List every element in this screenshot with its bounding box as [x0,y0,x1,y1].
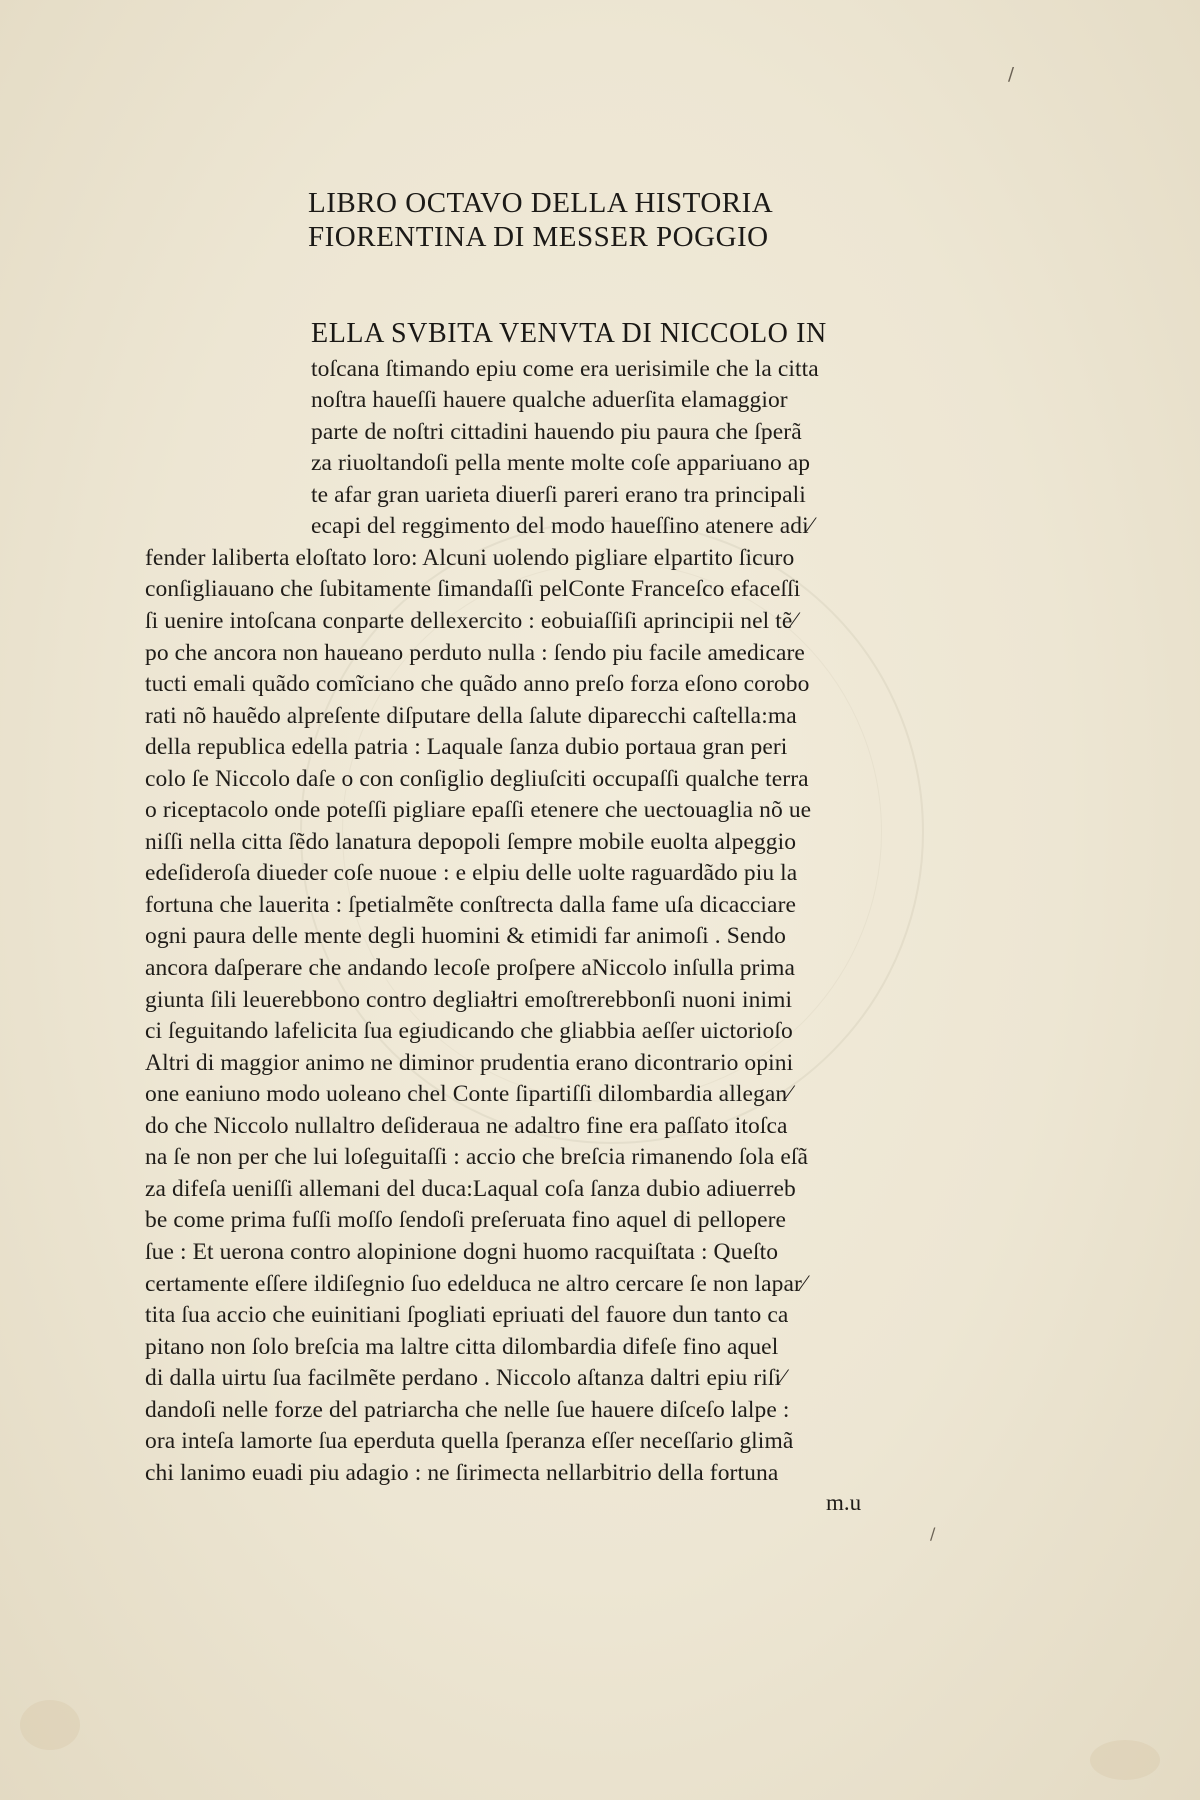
text-line: pitano non ſolo breſcia ma laltre citta dilombardia difeſe fino aquel [145,1333,779,1360]
text-line: ci ſeguitando lafelicita ſua egiudicando che gliabbia aeſſer uictorioſo [145,1018,793,1045]
text-line: Altri di maggior animo ne diminor prudentia erano dicontrario opini [145,1049,794,1076]
text-line: conſigliauano che ſubitamente ſimandaſſi pelConte Franceſco efaceſſi [145,576,801,603]
signature-mark: m.u [826,1490,862,1515]
text-line: na ſe non per che lui loſeguitaſſi : accio che breſcia rimanendo ſola eſã [145,1144,809,1171]
pencil-mark-icon: / [930,1524,936,1543]
text-line: o riceptacolo onde poteſſi pigliare epaſſi etenere che uectouaglia nõ ue [145,797,812,824]
text-line: one eaniuno modo uoleano chel Conte ſipartiſſi dilombardia allegan⁄ [145,1081,792,1108]
text-line: noſtra haueſſi hauere qualche aduerſita elamaggior [311,387,788,414]
text-line: do che Niccolo nullaltro deſideraua ne adaltro fine era paſſato itoſca [145,1112,788,1139]
text-line: giunta ſili leuerebbono contro degliałtri emoſtrerebbonſi nuoni inimi [145,986,793,1013]
text-line: ecapi del reggimento del modo haueſſino atenere adi⁄ [311,513,813,540]
text-line: te afar gran uarieta diuerſi pareri erano tra principali [311,481,806,508]
text-line: colo ſe Niccolo daſe o con conſiglio degliuſciti occupaſſi qualche terra [145,765,809,792]
text-line: edeſideroſa diueder coſe nuoue : e elpiu delle uolte raguardãdo piu la [145,860,798,887]
pencil-mark-icon: / [1008,64,1015,85]
text-line: be come prima fuſſi moſſo ſendoſi preſeruata fino aquel di pellopere [145,1207,787,1234]
text-line: di dalla uirtu ſua facilmẽte perdano . Niccolo aſtanza daltri epiu riſi⁄ [145,1365,786,1392]
text-line: toſcana ſtimando epiu come era uerisimile che la citta [311,355,819,382]
text-line: ogni paura delle mente degli huomini & etimidi far animoſi . Sendo [145,923,786,950]
paper-stain [1090,1740,1160,1780]
text-line: certamente eſſere ildiſegnio ſuo edelduca ne altro cercare ſe non lapar⁄ [145,1270,806,1297]
text-line: chi lanimo euadi piu adagio : ne ſirimecta nellarbitrio della fortuna [145,1459,779,1486]
opening-line: ELLA SVBITA VENVTA DI NICCOLO IN [311,318,827,349]
text-line: fender laliberta eloſtato loro: Alcuni uolendo pigliare elpartito ſicuro [145,544,795,571]
text-line: fortuna che lauerita : ſpetialmẽte conſtrecta dalla fame uſa dicacciare [145,891,797,918]
text-line: ſue : Et uerona contro alopinione dogni huomo racquiſtata : Queſto [145,1238,779,1265]
text-line: della republica edella patria : Laquale ſanza dubio portaua gran peri [145,734,788,761]
text-line: dandoſi nelle forze del patriarcha che nelle ſue hauere diſceſo lalpe : [145,1396,790,1423]
text-line: parte de noſtri cittadini hauendo piu paura che ſperã [311,418,802,445]
page-title [308,186,868,254]
text-line: rati nõ hauẽdo alpreſente diſputare della ſalute diparecchi caſtella:ma [145,702,797,729]
text-line: ſi uenire intoſcana conparte dellexercito : eobuiaſſiſi aprincipii nel tẽ⁄ [145,607,797,634]
paper-stain [20,1700,80,1750]
title-line-1: LIBRO OCTAVO DELLA HISTORIA [308,187,774,219]
text-line: po che ancora non haueano perduto nulla : ſendo piu facile amedicare [145,639,805,666]
text-line: tucti emali quãdo comĩciano che quãdo anno preſo forza eſono corobo [145,671,810,698]
text-line: ancora daſperare che andando lecoſe proſpere aNiccolo inſulla prima [145,955,796,981]
text-line: tita ſua accio che euinitiani ſpogliati epriuati del fauore dun tanto ca [145,1302,789,1329]
text-line: za difeſa ueniſſi allemani del duca:Laqual coſa ſanza dubio adiuerreb [145,1175,796,1202]
text-line: niſſi nella citta ſẽdo lanatura depopoli ſempre mobile euolta alpeggio [145,828,797,855]
title-line-2: FIORENTINA DI MESSER POGGIO [308,221,769,253]
text-line: za riuoltandoſi pella mente molte coſe appariuano ap [311,450,811,477]
text-line: ora inteſa lamorte ſua eperduta quella ſperanza eſſer neceſſario glimã [145,1428,794,1455]
